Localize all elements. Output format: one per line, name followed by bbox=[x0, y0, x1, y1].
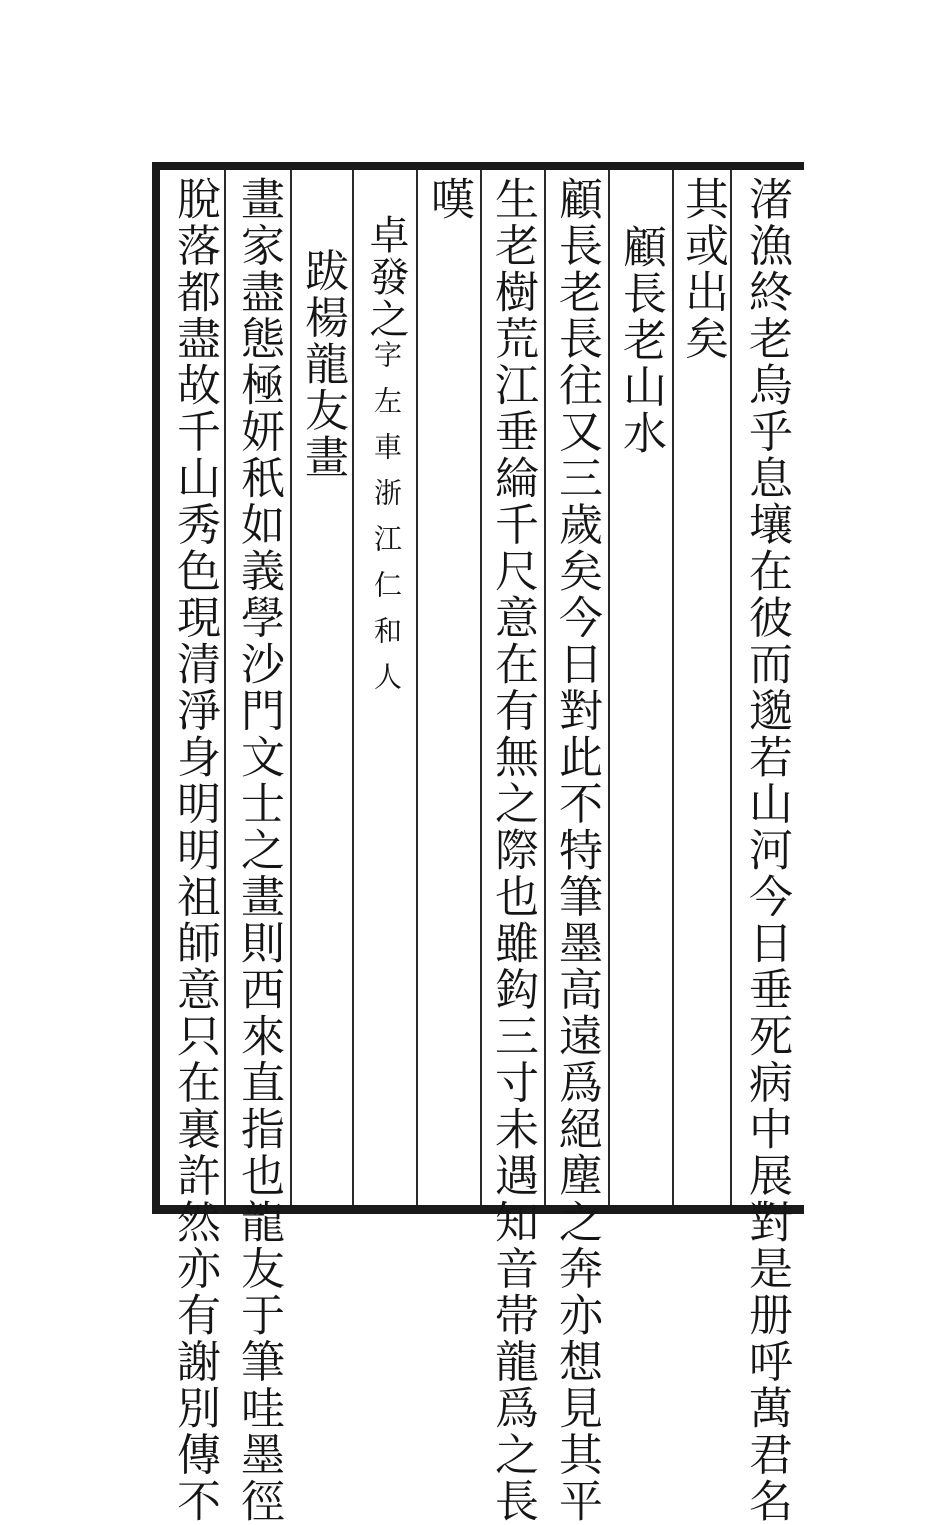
column-divider bbox=[730, 170, 732, 1205]
column-divider bbox=[672, 170, 674, 1205]
top-border-rule bbox=[152, 162, 804, 170]
text-column-3-heading: 顧長老山水 bbox=[615, 224, 666, 457]
column-divider bbox=[416, 170, 418, 1205]
column-divider bbox=[224, 170, 226, 1205]
text-column-4: 顧長老長往又三歲矣今日對此不特筆墨高遠爲絕塵之奔亦想見其平 bbox=[551, 176, 602, 1525]
text-column-2: 其或出矣 bbox=[677, 176, 728, 362]
author-note: 字左車浙江仁和人 bbox=[370, 340, 403, 708]
text-column-10: 脫落都盡故千山秀色現清淨身明明祖師意只在裏許然亦有謝別傳不 bbox=[169, 176, 220, 1525]
text-column-8-heading: 跋楊龍友畫 bbox=[297, 248, 348, 481]
text-column-1: 渚漁終老烏乎息壤在彼而邈若山河今日垂死病中展對是册呼萬君名 bbox=[741, 176, 792, 1525]
author-name: 卓發之 bbox=[363, 214, 409, 340]
column-divider bbox=[480, 170, 482, 1205]
column-divider bbox=[544, 170, 546, 1205]
text-column-5: 生老樹荒江垂綸千尺意在有無之際也雖鈎三寸未遇知音帯龍爲之長 bbox=[487, 176, 538, 1525]
author-column bbox=[364, 214, 408, 708]
column-divider bbox=[608, 170, 610, 1205]
column-divider bbox=[290, 170, 292, 1205]
column-divider bbox=[352, 170, 354, 1205]
left-border-rule bbox=[152, 162, 160, 1214]
page-frame bbox=[152, 162, 804, 1525]
text-column-6: 嘆 bbox=[423, 176, 474, 223]
text-column-9: 畫家盡態極妍秖如義學沙門文士之畫則西來直指也龍友于筆哇墨徑 bbox=[233, 176, 284, 1525]
